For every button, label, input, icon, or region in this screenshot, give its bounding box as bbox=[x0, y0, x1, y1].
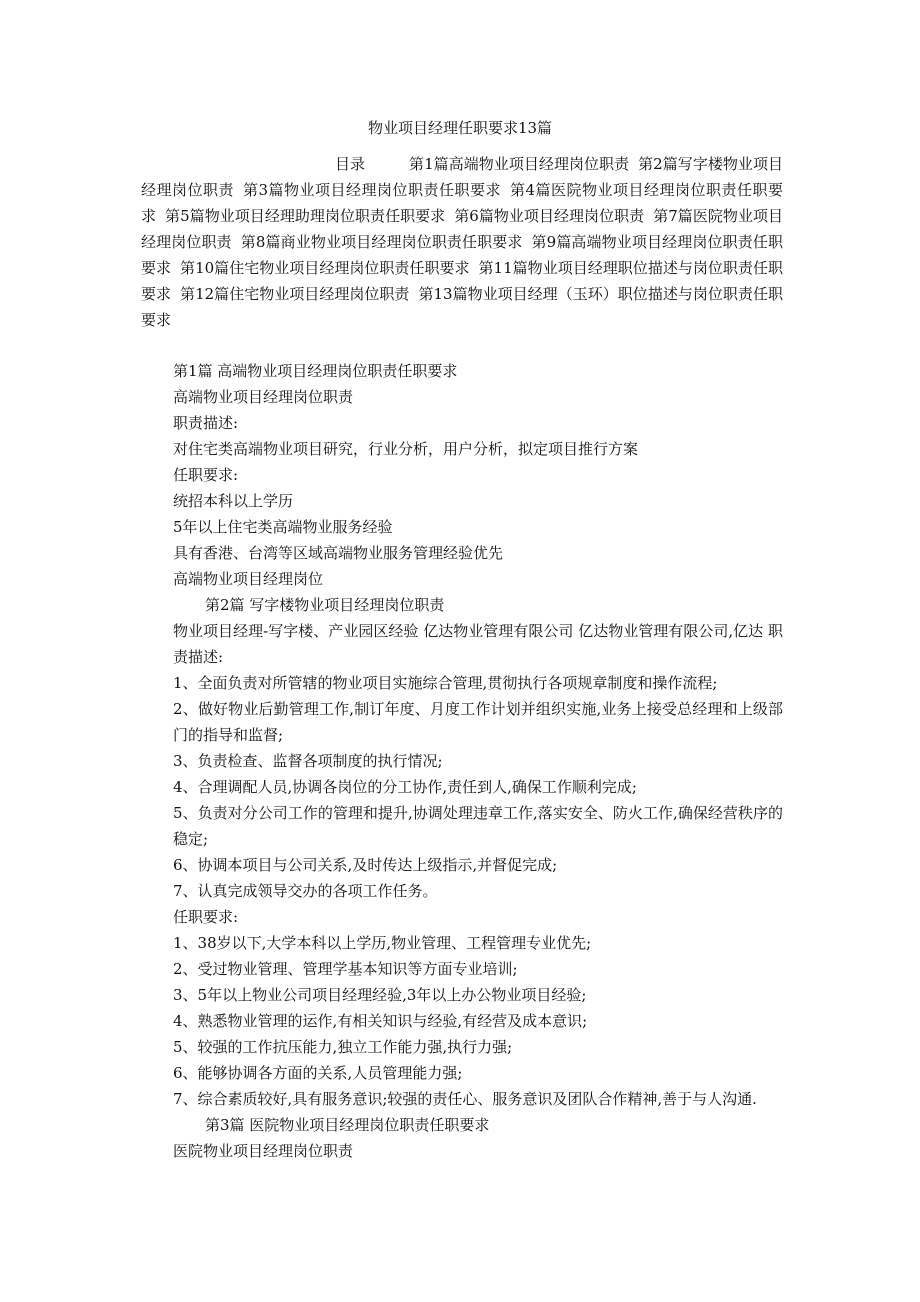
toc-entry: 第10篇住宅物业项目经理岗位职责任职要求 bbox=[180, 259, 470, 277]
list-item: 7、认真完成领导交办的各项工作任务。 bbox=[173, 882, 438, 900]
toc-entry: 第11篇物业项目经理职位描述与岗位职责任职要求 bbox=[141, 259, 783, 303]
section-2-heading: 第2篇 写字楼物业项目经理岗位职责 bbox=[205, 596, 445, 614]
toc-entry: 第1篇高端物业项目经理岗位职责 bbox=[409, 155, 630, 173]
toc-entry: 第2篇写字楼物业项目经理岗位职责 bbox=[141, 155, 783, 199]
list-item: 2、受过物业管理、管理学基本知识等方面专业培训; bbox=[173, 960, 518, 978]
list-item: 1、38岁以下,大学本科以上学历,物业管理、工程管理专业优先; bbox=[173, 934, 592, 952]
toc-label: 目录 bbox=[335, 155, 366, 173]
list-item: 6、能够协调各方面的关系,人员管理能力强; bbox=[173, 1064, 463, 1082]
toc-entry: 第6篇物业项目经理岗位职责 bbox=[454, 207, 645, 225]
paragraph: 5年以上住宅类高端物业服务经验 bbox=[173, 518, 393, 536]
toc-entry: 第3篇物业项目经理岗位职责任职要求 bbox=[242, 181, 501, 199]
paragraph: 任职要求: bbox=[173, 466, 239, 484]
toc-entry: 第4篇医院物业项目经理岗位职责任职要求 bbox=[141, 181, 783, 225]
toc-entry: 第5篇物业项目经理助理岗位职责任职要求 bbox=[165, 207, 446, 225]
toc-entry: 第12篇住宅物业项目经理岗位职责 bbox=[180, 285, 410, 303]
list-item: 1、全面负责对所管辖的物业项目实施综合管理,贯彻执行各项规章制度和操作流程; bbox=[173, 674, 718, 692]
list-item: 5、较强的工作抗压能力,独立工作能力强,执行力强; bbox=[173, 1038, 513, 1056]
document-title: 物业项目经理任职要求13篇 bbox=[367, 119, 553, 137]
list-item: 5、负责对分公司工作的管理和提升,协调处理违章工作,落实安全、防火工作,确保经营秩序的稳定; bbox=[173, 804, 783, 848]
paragraph: 职责描述: bbox=[173, 414, 239, 432]
toc-entry: 第13篇物业项目经理（玉环）职位描述与岗位职责任职要求 bbox=[141, 285, 783, 329]
paragraph: 高端物业项目经理岗位 bbox=[173, 570, 324, 588]
paragraph: 对住宅类高端物业项目研究，行业分析，用户分析，拟定项目推行方案 bbox=[173, 440, 639, 458]
table-of-contents bbox=[141, 151, 783, 333]
section-3-heading: 第3篇 医院物业项目经理岗位职责任职要求 bbox=[205, 1116, 490, 1134]
list-item: 4、合理调配人员,协调各岗位的分工协作,责任到人,确保工作顺利完成; bbox=[173, 778, 637, 796]
paragraph: 物业项目经理-写字楼、产业园区经验 亿达物业管理有限公司 亿达物业管理有限公司,亿达 职责描述: bbox=[173, 622, 783, 666]
list-item: 3、5年以上物业公司项目经理经验,3年以上办公物业项目经验; bbox=[173, 986, 587, 1004]
list-item: 6、协调本项目与公司关系,及时传达上级指示,并督促完成; bbox=[173, 856, 558, 874]
toc-entry: 第8篇商业物业项目经理岗位职责任职要求 bbox=[240, 233, 523, 251]
paragraph: 统招本科以上学历 bbox=[173, 492, 294, 510]
paragraph: 医院物业项目经理岗位职责 bbox=[173, 1142, 354, 1160]
requirements-label: 任职要求: bbox=[173, 908, 239, 926]
list-item: 3、负责检查、监督各项制度的执行情况; bbox=[173, 752, 443, 770]
section-1-heading: 第1篇 高端物业项目经理岗位职责任职要求 bbox=[173, 362, 458, 380]
list-item: 2、做好物业后勤管理工作,制订年度、月度工作计划并组织实施,业务上接受总经理和上级部门的指导和监督; bbox=[173, 700, 783, 744]
document-body bbox=[141, 358, 783, 1164]
toc-entry: 第9篇高端物业项目经理岗位职责任职要求 bbox=[141, 233, 783, 277]
toc-entry: 第7篇医院物业项目经理岗位职责 bbox=[141, 207, 784, 251]
list-item: 7、综合素质较好,具有服务意识;较强的责任心、服务意识及团队合作精神,善于与人沟通. bbox=[173, 1090, 757, 1108]
list-item: 4、熟悉物业管理的运作,有相关知识与经验,有经营及成本意识; bbox=[173, 1012, 588, 1030]
paragraph: 具有香港、台湾等区域高端物业服务管理经验优先 bbox=[173, 544, 504, 562]
paragraph: 高端物业项目经理岗位职责 bbox=[173, 388, 354, 406]
